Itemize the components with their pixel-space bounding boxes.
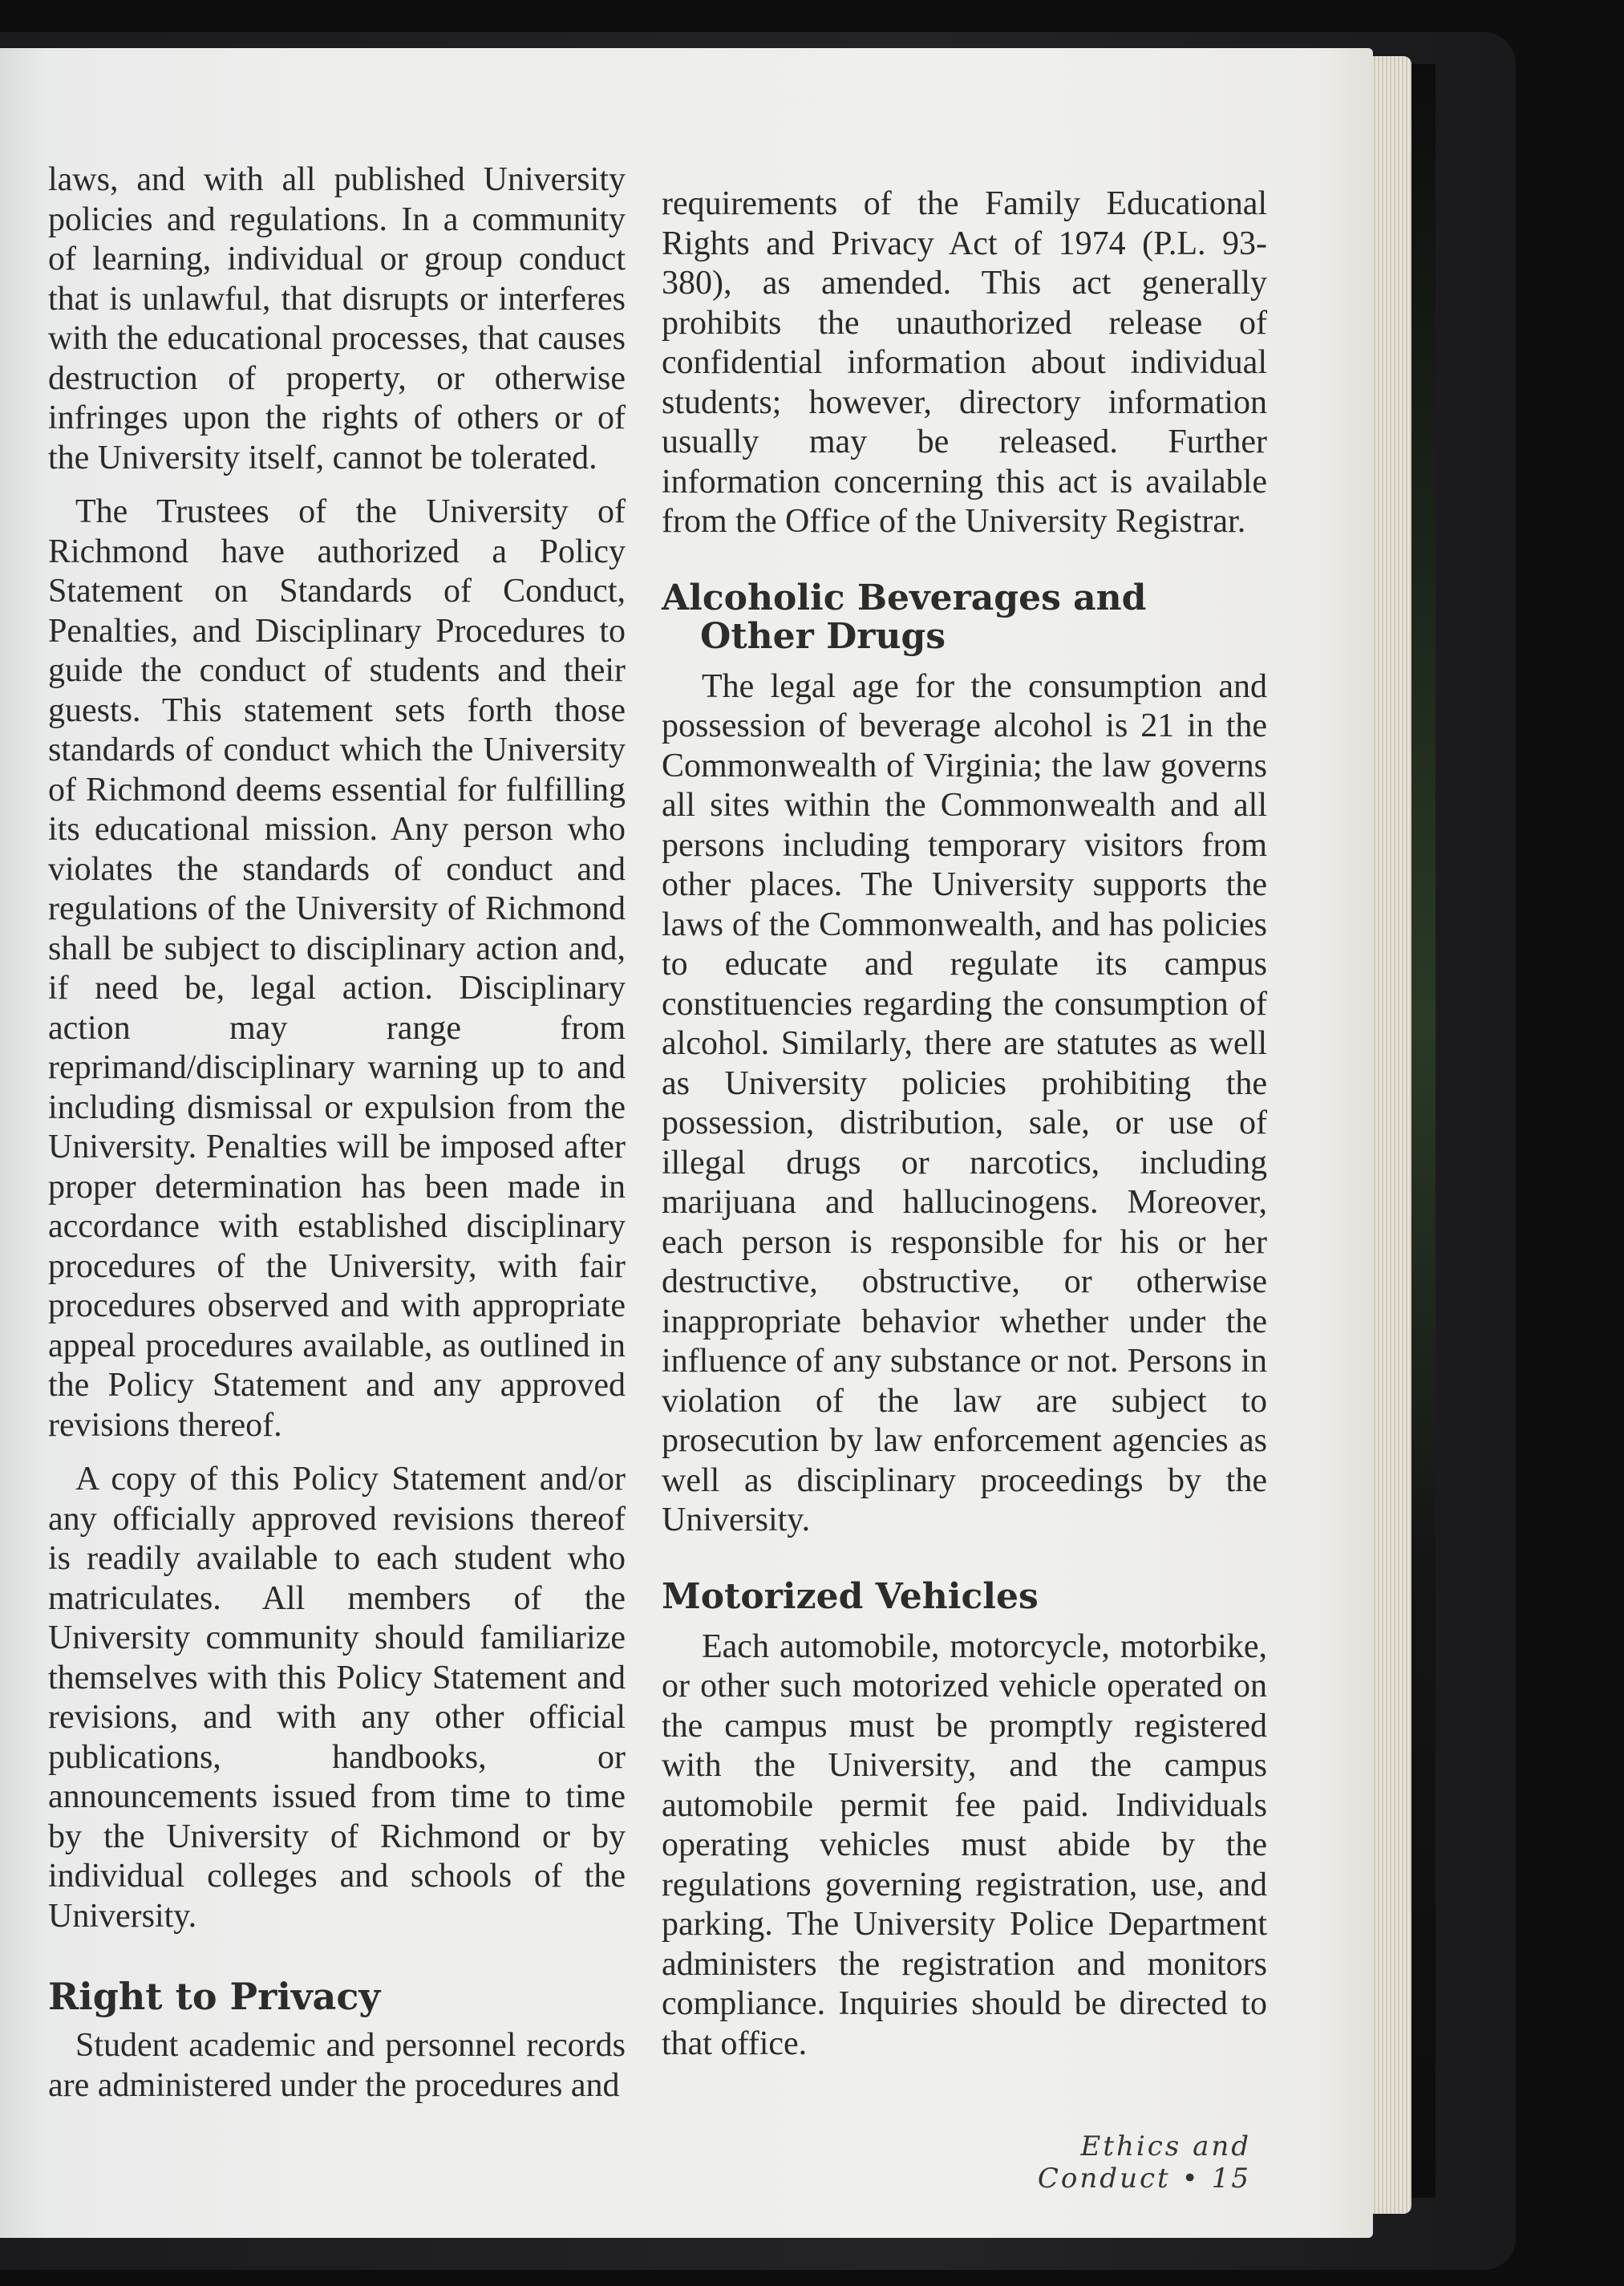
page-number: 15: [1211, 2162, 1251, 2195]
paragraph: The Trustees of the University of Richmond have authorized a Policy Statement on Standards of Conduct, Penalties, and Disciplinary Procedures to guide the conduct of students and their guests. This statement sets forth those standards of conduct which the University of Richmond deems essential for fulfilling its educational mission. Any person who violates the standards of conduct and regulations of the University of Richmond shall be subject to disciplinary action and, if need be, legal action. Disciplinary action may range from reprimand/disciplinary warning up to and including dismissal or expulsion from the University. Penalties will be imposed after proper determination has been made in accordance with established disciplinary procedures of the University, with fair procedures observed and with appropriate appeal procedures available, as outlined in the Policy Statement and any approved revisions thereof.: [48, 493, 626, 1444]
paragraph: Student academic and personnel records are administered under the procedures and: [48, 2027, 626, 2104]
paragraph: laws, and with all published University policies and regulations. In a community of learning, individual or group conduct that is unlawful, that disrupts or interferes with the educational processes, that causes destruction of property, or otherwise infringes upon the rights of others or of the University itself, cannot be tolerated.: [48, 161, 626, 476]
book-spine: [1411, 64, 1436, 2198]
footer-bullet: •: [1181, 2162, 1201, 2195]
paragraph: Each automobile, motorcycle, motorbike, or other such motorized vehicle operated on the campus must be promptly registered with the University, and the campus automobile permit fee paid. Individuals operating vehicles must abide by the regulations governing registration, use, and parking. The University Police Department administers the registration and monitors compliance. Inquiries should be directed to that office.: [662, 1627, 1267, 2062]
running-footer: [866, 2130, 1251, 2195]
section-heading-alcohol: Alcoholic Beverages and Other Drugs: [662, 577, 1147, 657]
paragraph: A copy of this Policy Statement and/or any officially approved revisions thereof is readily available to each student who matriculates. All members of the University community should familiarize themselves with this Policy Statement and revisions, and with any other official publications, handbooks, or announcements issued from time to time by the University of Richmond or by individual colleges and schools of the University.: [48, 1461, 626, 1935]
footer-section-title: Ethics and Conduct: [1037, 2130, 1251, 2195]
left-column: [48, 160, 626, 2106]
paragraph: The legal age for the consumption and possession of beverage alcohol is 21 in the Commonwealth of Virginia; the law governs all sites within the Commonwealth and all persons including temporary visitors from other places. The University supports the laws of the Commonwealth, and has policies to educate and regulate its campus constituencies regarding the consumption of alcohol. Similarly, there are statutes as well as University policies prohibiting the possession, distribution, sale, or use of illegal drugs or narcotics, including marijuana and hallucinogens. Moreover, each person is responsible for his or her destructive, obstructive, or otherwise inappropriate behavior whether under the influence of any substance or not. Persons in violation of the law are subject to prosecution by law enforcement agencies as well as disciplinary proceedings by the University.: [662, 667, 1267, 1538]
section-heading-privacy: Right to Privacy: [48, 1975, 381, 2018]
paragraph: requirements of the Family Educational Rights and Privacy Act of 1974 (P.L. 93-380), as amended. This act generally prohibits the unauthorized release of confidential information about individual students; however, directory information usually may be released. Further information concerning this act is available from the Office of the University Registrar.: [662, 185, 1267, 540]
right-column: [662, 184, 1267, 2064]
section-heading-vehicles: Motorized Vehicles: [662, 1575, 1039, 1617]
book-page: [0, 48, 1373, 2238]
